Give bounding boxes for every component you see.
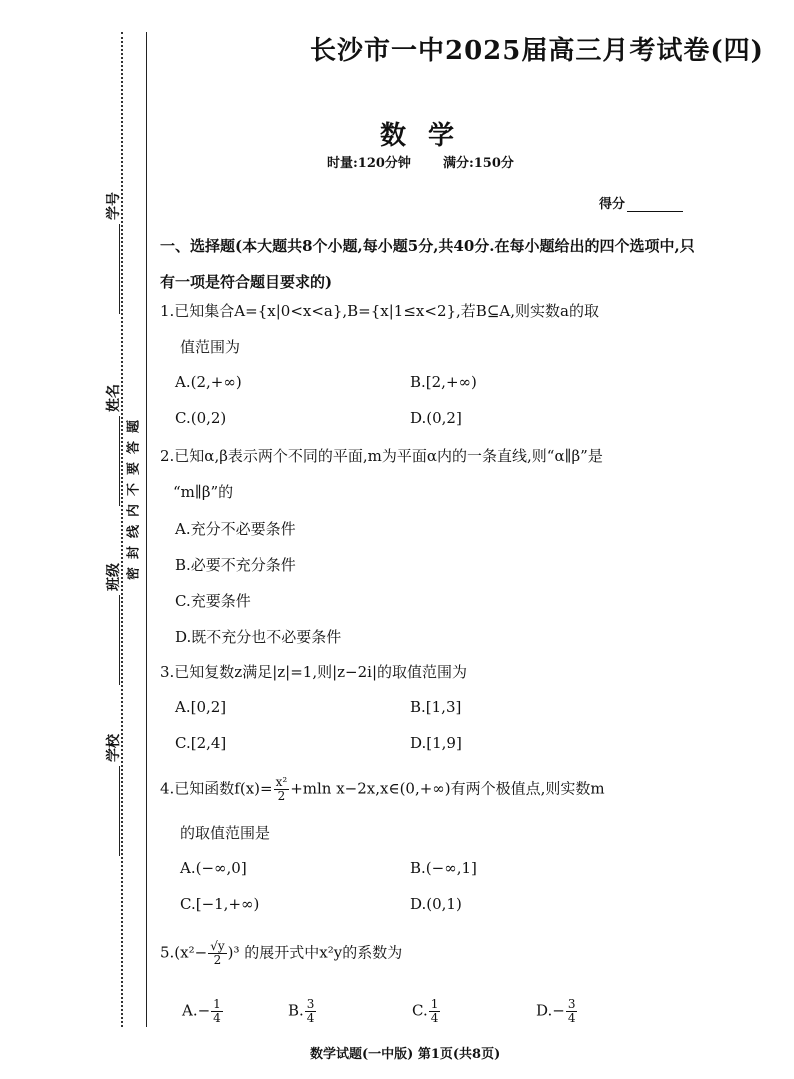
q1-option-b[interactable]: B.[2,+∞) bbox=[410, 373, 477, 391]
q1-option-c[interactable]: C.(0,2) bbox=[175, 409, 227, 427]
q4-option-c[interactable]: C.[−1,+∞) bbox=[180, 895, 260, 913]
time-limit: 时量:120分钟 bbox=[327, 156, 411, 171]
school-blank[interactable] bbox=[107, 766, 120, 856]
question-2-stem: 2.已知α,β表示两个不同的平面,m为平面α内的一条直线,则“α∥β”是 bbox=[160, 447, 603, 465]
full-score: 满分:150分 bbox=[442, 156, 514, 171]
binding-solid-line bbox=[146, 32, 147, 1027]
class-label: 班级 bbox=[106, 563, 122, 591]
name-blank[interactable] bbox=[107, 416, 120, 506]
q1-option-a[interactable]: A.(2,+∞) bbox=[175, 373, 242, 391]
student-id-label: 学号 bbox=[106, 192, 122, 220]
subject-title: 数学 bbox=[380, 121, 477, 151]
q3-option-d[interactable]: D.[1,9] bbox=[410, 734, 462, 752]
school-field[interactable] bbox=[103, 734, 123, 856]
q5-option-d[interactable]: D.− $\frac{3}{4}$ bbox=[536, 997, 576, 1025]
q1-option-d[interactable]: D.(0,2] bbox=[410, 409, 462, 427]
q4-option-b[interactable]: B.(−∞,1] bbox=[410, 859, 477, 877]
school-label: 学校 bbox=[106, 734, 122, 762]
q3-option-a[interactable]: A.[0,2] bbox=[175, 698, 227, 716]
q2-option-d[interactable]: D.既不充分也不必要条件 bbox=[175, 628, 342, 646]
seal-line-notice: 题 答 要 不 内 线 封 密 bbox=[126, 420, 142, 581]
q2-option-a[interactable]: A.充分不必要条件 bbox=[175, 520, 296, 538]
page-footer: 数学试题(一中版) 第1页(共8页) bbox=[310, 1047, 501, 1062]
score-blank[interactable] bbox=[627, 197, 683, 212]
q4-option-a[interactable]: A.(−∞,0] bbox=[180, 859, 247, 877]
name-label: 姓名 bbox=[106, 384, 122, 412]
q5-option-a[interactable]: A.− $\frac{1}{4}$ bbox=[182, 997, 221, 1025]
q4-fraction: $\frac{\text{x²}}{2}$ bbox=[275, 775, 288, 803]
question-5-stem: 5.(x²− $\frac{√y}{2}$ )³ 的展开式中x²y的系数为 bbox=[160, 939, 403, 967]
question-2-stem-cont: “m∥β”的 bbox=[173, 483, 234, 501]
q5-option-c[interactable]: C. $\frac{1}{4}$ bbox=[412, 997, 439, 1025]
q3-option-c[interactable]: C.[2,4] bbox=[175, 734, 227, 752]
question-3-stem: 3.已知复数z满足|z|=1,则|z−2i|的取值范围为 bbox=[160, 663, 468, 681]
q5-fraction: $\frac{√y}{2}$ bbox=[210, 939, 225, 967]
class-blank[interactable] bbox=[107, 595, 120, 685]
q5-option-b[interactable]: B. $\frac{3}{4}$ bbox=[288, 997, 315, 1025]
student-id-blank[interactable] bbox=[107, 224, 120, 314]
question-1-stem: 1.已知集合A={x|0<x<a},B={x|1≤x<2},若B⊆A,则实数a的取 bbox=[160, 302, 599, 320]
student-id-field[interactable] bbox=[103, 192, 123, 314]
score-field[interactable] bbox=[599, 193, 683, 212]
score-label: 得分 bbox=[599, 197, 626, 212]
q2-option-c[interactable]: C.充要条件 bbox=[175, 592, 251, 610]
question-1-stem-cont: 值范围为 bbox=[180, 338, 241, 356]
class-field[interactable] bbox=[103, 563, 123, 685]
section-heading: 一、选择题(本大题共8个小题,每小题5分,共40分.在每小题给出的四个选项中,只有一项是符合题目要求的) bbox=[160, 237, 695, 291]
question-4-stem: 4.已知函数f(x)= $\frac{\text{x²}}{2}$ +mln x−2x,x∈(0,+∞)有两个极值点,则实数m bbox=[160, 775, 605, 803]
question-4-stem-cont: 的取值范围是 bbox=[180, 824, 271, 842]
q4-option-d[interactable]: D.(0,1) bbox=[410, 895, 462, 913]
exam-title: 长沙市一中2025届高三月考试卷(四) bbox=[310, 36, 764, 66]
q3-option-b[interactable]: B.[1,3] bbox=[410, 698, 462, 716]
exam-info bbox=[327, 152, 514, 171]
name-field[interactable] bbox=[103, 384, 123, 506]
q2-option-b[interactable]: B.必要不充分条件 bbox=[175, 556, 296, 574]
